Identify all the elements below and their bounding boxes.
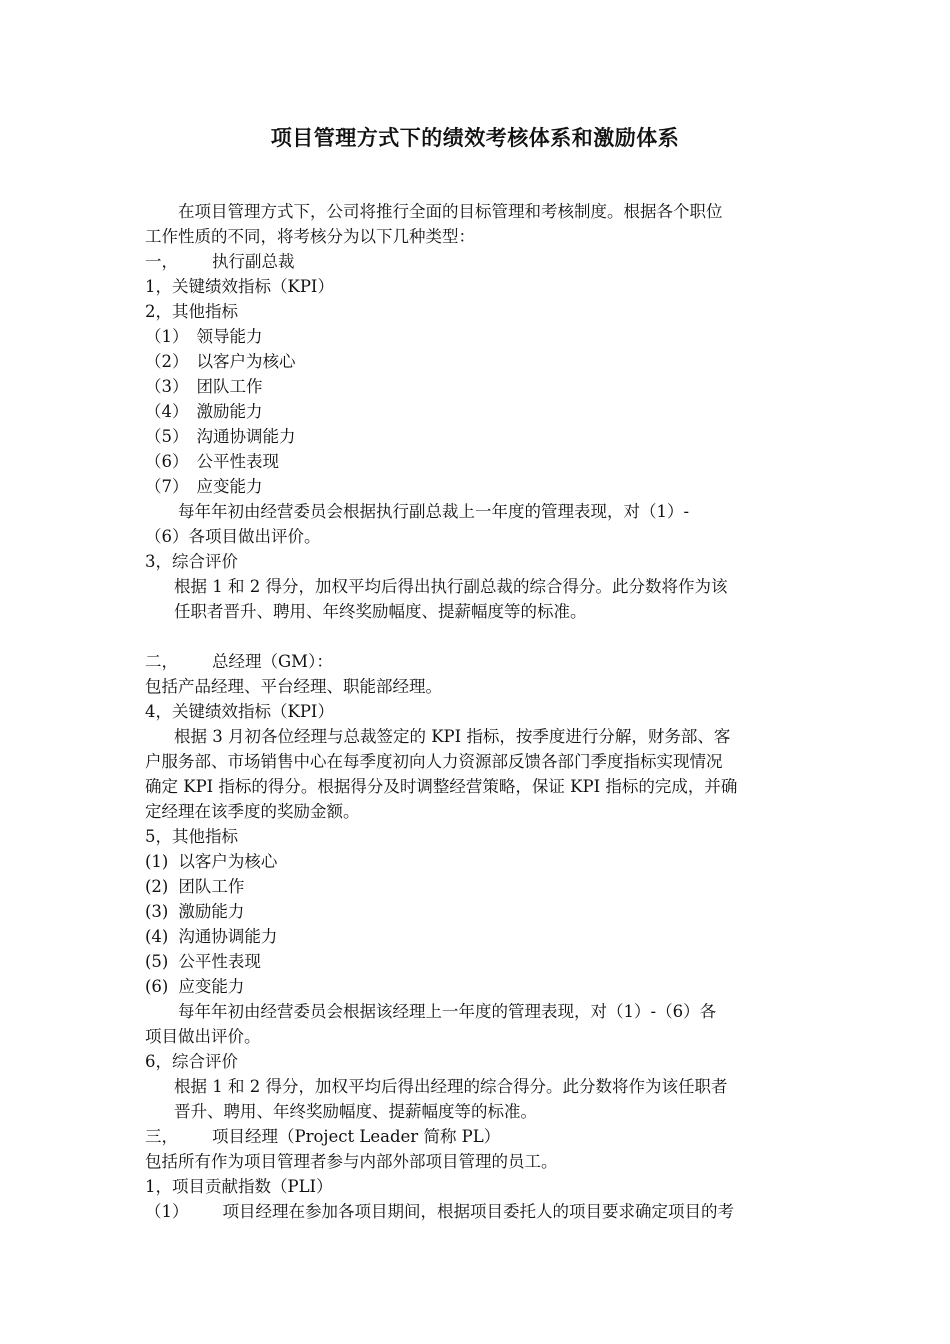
list-item: （5） 沟通协调能力 bbox=[145, 427, 296, 446]
document-title: 项目管理方式下的绩效考核体系和激励体系 bbox=[270, 125, 680, 150]
list-item: （6） 公平性表现 bbox=[145, 452, 279, 471]
section-2-kpi-line-3: 确定 KPI 指标的得分。根据得分及时调整经营策略，保证 KPI 指标的完成，并确 bbox=[145, 777, 738, 796]
section-1-heading bbox=[145, 249, 295, 274]
list-item: （7） 应变能力 bbox=[145, 477, 263, 496]
section-2-eval-line-1: 每年年初由经营委员会根据该经理上一年度的管理表现，对（1）-（6）各 bbox=[178, 1002, 717, 1021]
section-3-heading bbox=[145, 1124, 500, 1149]
section-1-summary-line-2: 任职者晋升、聘用、年终奖励幅度、提薪幅度等的标准。 bbox=[174, 602, 587, 621]
section-2-summary-line-2: 晋升、聘用、年终奖励幅度、提薪幅度等的标准。 bbox=[174, 1102, 537, 1121]
section-2-kpi-line-4: 定经理在该季度的奖励金额。 bbox=[145, 802, 360, 821]
list-item: (1) 以客户为核心 bbox=[145, 852, 278, 871]
intro-line-1: 在项目管理方式下，公司将推行全面的目标管理和考核制度。根据各个职位 bbox=[178, 202, 723, 221]
section-2-title: 总经理（GM）： bbox=[212, 652, 333, 671]
list-item: （2） 以客户为核心 bbox=[145, 352, 296, 371]
list-item: (5) 公平性表现 bbox=[145, 952, 261, 971]
list-item: (3) 激励能力 bbox=[145, 902, 245, 921]
section-1-eval-line-2: （6）各项目做出评价。 bbox=[145, 527, 321, 546]
section-1-other: 2，其他指标 bbox=[145, 302, 238, 321]
section-1-summary-line-1: 根据 1 和 2 得分，加权平均后得出执行副总裁的综合得分。此分数将作为该 bbox=[174, 577, 728, 596]
section-1-number: 一， bbox=[145, 252, 178, 271]
intro-line-2: 工作性质的不同，将考核分为以下几种类型： bbox=[145, 227, 475, 246]
section-1-title: 执行副总裁 bbox=[212, 252, 295, 271]
section-2-eval-line-2: 项目做出评价。 bbox=[145, 1027, 261, 1046]
list-item: （4） 激励能力 bbox=[145, 402, 263, 421]
list-item: (6) 应变能力 bbox=[145, 977, 245, 996]
section-3-title: 项目经理（Project Leader 简称 PL） bbox=[212, 1127, 501, 1146]
section-2-scope: 包括产品经理、平台经理、职能部经理。 bbox=[145, 677, 442, 696]
section-2-summary: 6，综合评价 bbox=[145, 1052, 238, 1071]
section-1-kpi: 1，关键绩效指标（KPI） bbox=[145, 277, 334, 296]
section-1-summary: 3，综合评价 bbox=[145, 552, 238, 571]
section-2-summary-line-1: 根据 1 和 2 得分，加权平均后得出经理的综合得分。此分数将作为该任职者 bbox=[174, 1077, 728, 1096]
section-1-eval-line-1: 每年年初由经营委员会根据执行副总裁上一年度的管理表现，对（1）- bbox=[178, 502, 690, 521]
list-item: （3） 团队工作 bbox=[145, 377, 263, 396]
section-3-number: 三， bbox=[145, 1127, 178, 1146]
list-item: （1） 领导能力 bbox=[145, 327, 263, 346]
section-2-kpi-line-2: 户服务部、市场销售中心在每季度初向人力资源部反馈各部门季度指标实现情况 bbox=[145, 752, 723, 771]
section-2-kpi: 4，关键绩效指标（KPI） bbox=[145, 702, 334, 721]
section-3-pli: 1，项目贡献指数（PLI） bbox=[145, 1177, 333, 1196]
section-2-heading bbox=[145, 649, 333, 674]
section-3-scope: 包括所有作为项目管理者参与内部外部项目管理的员工。 bbox=[145, 1152, 558, 1171]
section-3-item-1: （1） 项目经理在参加各项目期间，根据项目委托人的项目要求确定项目的考 bbox=[145, 1202, 734, 1221]
list-item: (2) 团队工作 bbox=[145, 877, 245, 896]
section-2-kpi-line-1: 根据 3 月初各位经理与总裁签定的 KPI 指标，按季度进行分解，财务部、客 bbox=[174, 727, 731, 746]
list-item: (4) 沟通协调能力 bbox=[145, 927, 278, 946]
section-2-other: 5，其他指标 bbox=[145, 827, 238, 846]
section-2-number: 二， bbox=[145, 652, 178, 671]
